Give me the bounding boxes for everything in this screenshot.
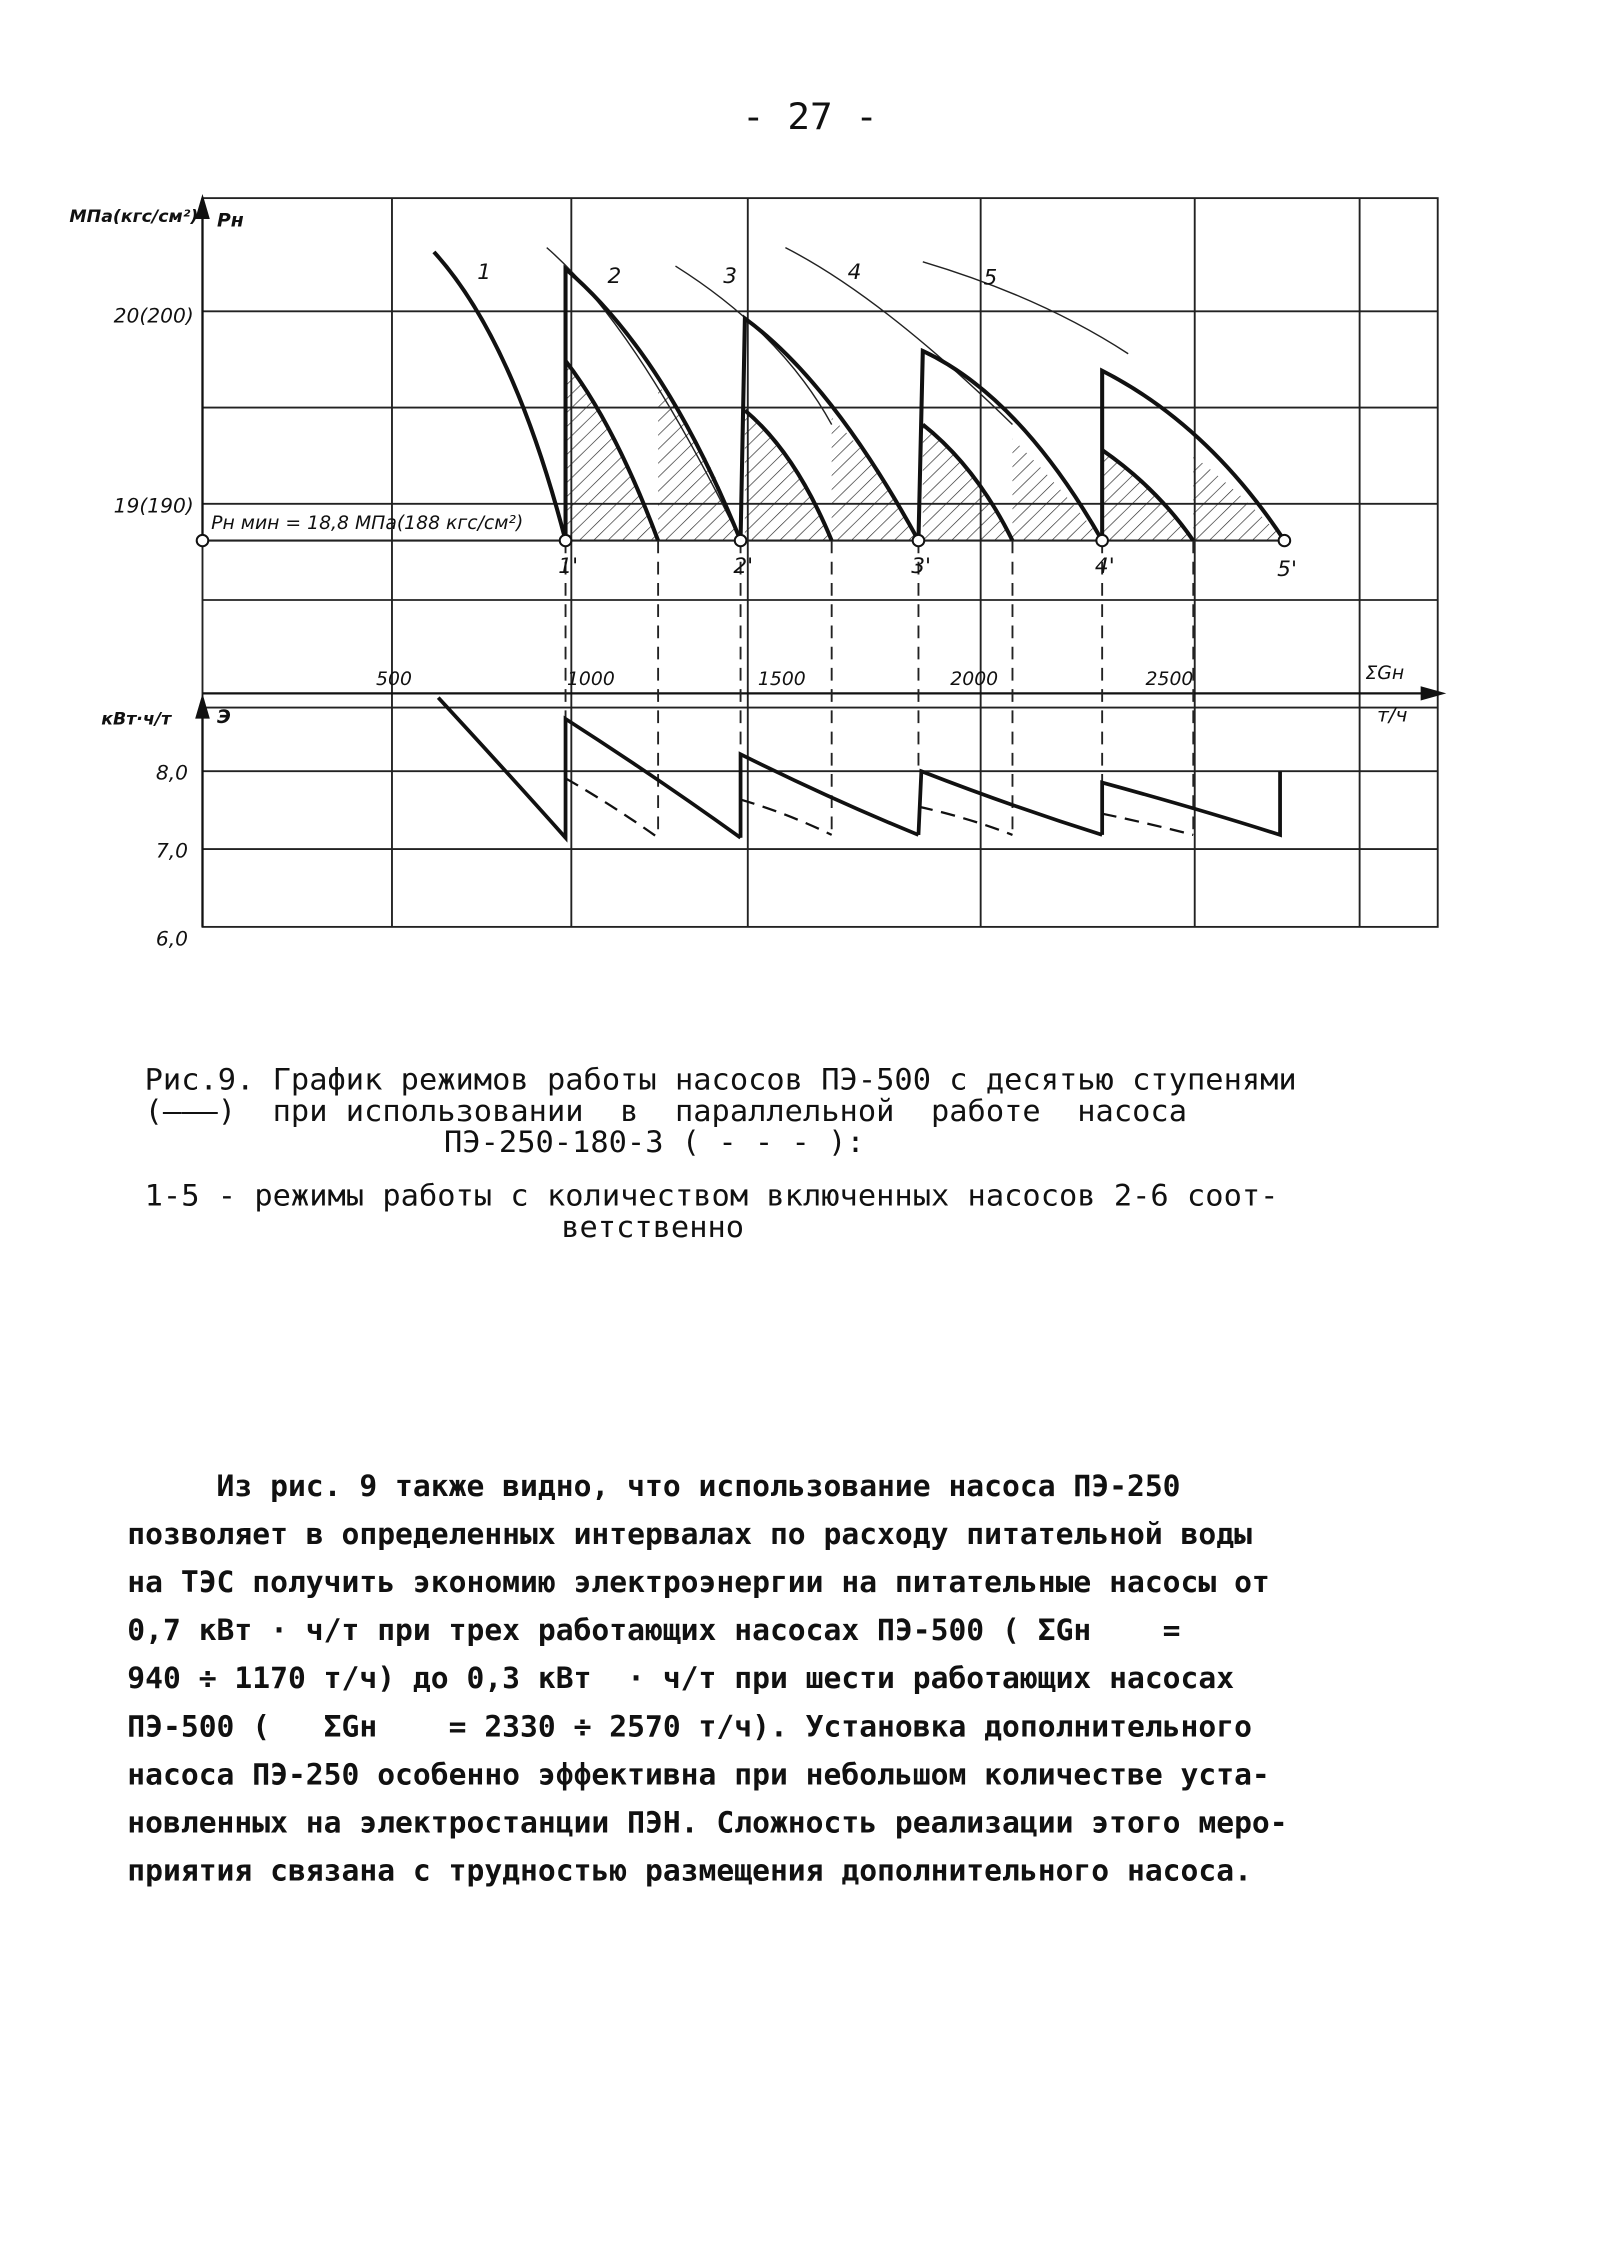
- axes: [197, 198, 1442, 927]
- curve-label-1: 1: [477, 259, 492, 285]
- chart-grid: [202, 198, 1437, 927]
- point-label-1: 1': [558, 554, 579, 580]
- energy-curves-dashed: [566, 778, 1194, 837]
- curve-label-3: 3: [723, 264, 738, 289]
- point-label-3: 3': [911, 554, 931, 580]
- y-tick-8: 8,0: [155, 760, 189, 785]
- y-tick-19: 19(190): [113, 493, 194, 518]
- page-number: - 27 -: [742, 96, 878, 139]
- body-line-2: позволяет в определенных интервалах по расходу питательной воды: [127, 1516, 1252, 1551]
- body-line-6: ПЭ-500 ( ΣGн = 2330 ÷ 2570 т/ч). Установка дополнительного: [127, 1709, 1252, 1744]
- x-axis-unit: т/ч: [1376, 702, 1408, 727]
- pump-mode-chart: [0, 0, 1620, 991]
- body-line-9: приятия связана с трудностью размещения дополнительного насоса.: [127, 1853, 1252, 1888]
- y-tick-6: 6,0: [155, 926, 189, 951]
- curve-label-2: 2: [607, 264, 622, 289]
- drop-lines: [566, 541, 1194, 838]
- body-line-4: 0,7 кВт · ч/т при трех работающих насосах ПЭ-500 ( ΣGн =: [127, 1613, 1181, 1648]
- x-tick-1000: 1000: [566, 669, 615, 690]
- caption-line-1: Рис.9. График режимов работы насосов ПЭ-500 с десятью ступенями: [144, 1062, 1297, 1097]
- caption-line-4: 1-5 - режимы работы с количеством включенных насосов 2-6 соот-: [144, 1178, 1279, 1213]
- x-tick-500: 500: [376, 669, 412, 690]
- y-bottom-unit: кВт·ч/т: [101, 709, 172, 730]
- body-line-7: насоса ПЭ-250 особенно эффективна при небольшом количестве уста-: [127, 1757, 1270, 1792]
- hatched-zones: [566, 361, 1285, 541]
- point-label-2: 2': [733, 554, 754, 580]
- point-label-4: 4': [1094, 554, 1115, 580]
- caption-line-3: ПЭ-250-180-3 ( - - - ):: [444, 1125, 865, 1159]
- caption-line-2: (———) при использовании в параллельной работе насоса: [144, 1093, 1187, 1128]
- y-top-symbol: Pн: [216, 210, 244, 232]
- curve-label-5: 5: [983, 265, 998, 291]
- body-line-3: на ТЭС получить экономию электроэнергии на питательные насосы от: [127, 1565, 1270, 1600]
- min-pressure-label: Pн мин = 18,8 МПа(188 кгс/см²): [211, 513, 524, 535]
- x-axis-symbol: ΣGн: [1365, 663, 1405, 685]
- body-line-8: новленных на электростанции ПЭН. Сложность реализации этого меро-: [127, 1805, 1288, 1840]
- x-tick-1500: 1500: [757, 669, 806, 690]
- body-line-5: 940 ÷ 1170 т/ч) до 0,3 кВт · ч/т при шести работающих насосах: [127, 1661, 1235, 1696]
- y-tick-7: 7,0: [155, 838, 189, 863]
- y-bottom-symbol: Э: [216, 707, 231, 729]
- energy-curves-solid: [438, 698, 1280, 838]
- point-label-5: 5': [1277, 557, 1297, 582]
- x-tick-2000: 2000: [950, 669, 999, 690]
- curve-label-4: 4: [847, 259, 862, 285]
- y-tick-20: 20(200): [113, 303, 194, 328]
- y-top-unit: МПа(кгс/см²): [69, 207, 199, 228]
- x-tick-2500: 2500: [1145, 669, 1194, 690]
- caption-line-5: ветственно: [561, 1209, 745, 1244]
- body-line-1: Из рис. 9 также видно, что использование насоса ПЭ-250: [127, 1468, 1181, 1503]
